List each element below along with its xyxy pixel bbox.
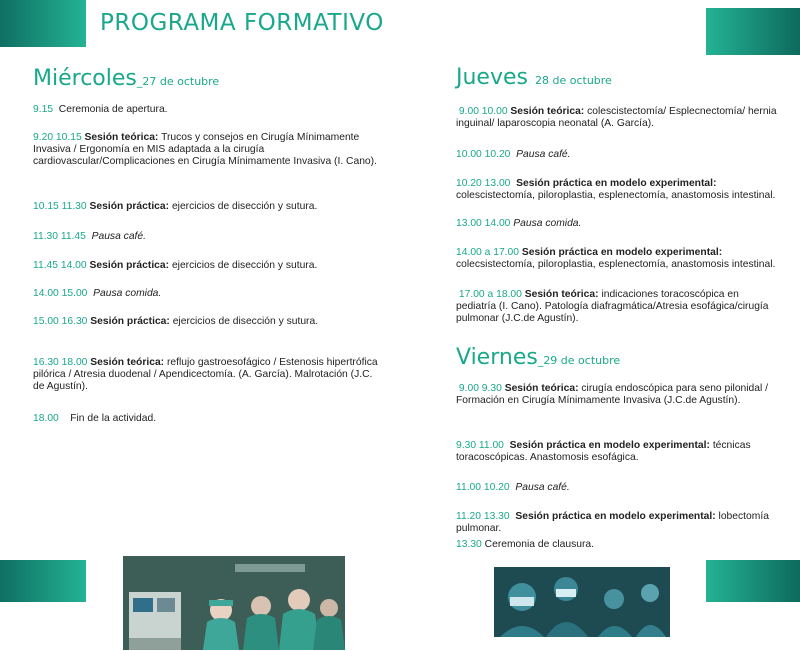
schedule-entry: 13.00 14.00 Pausa comida. [456, 218, 582, 229]
day-title-thursday [456, 65, 612, 90]
schedule-entry: 9.30 11.00 Sesión práctica en modelo experimental: técnicas toracoscópicas. Anastomosis esofágica. [456, 440, 751, 463]
schedule-entry: 9.00 9.30 Sesión teórica: cirugía endoscópica para seno pilonidal / Formación en Cirugía Mínimamente Invasiva (J.C.de Agustín). [456, 383, 769, 406]
surgeons-illustration [494, 567, 670, 637]
page-title: PROGRAMA FORMATIVO [100, 10, 384, 36]
schedule-entry: 9.20 10.15 Sesión teórica: Trucos y consejos en Cirugía Mínimamente Invasiva / Ergonomía en MIS adaptada a la cirugía cardiovascular/Complicaciones en Cirugía Mínimamente Invasiva (I. Cano). [33, 132, 377, 167]
surgery-room-illustration [123, 556, 345, 650]
footer-band-left [0, 560, 86, 602]
schedule-entry: 13.30 Ceremonia de clausura. [456, 539, 594, 550]
day-title-wednesday [33, 66, 219, 91]
day-name: Miércoles [33, 66, 137, 91]
day-date: _27 de octubre [136, 75, 220, 88]
surgery-room-photo [123, 556, 345, 650]
day-date: _29 de octubre [537, 354, 621, 367]
schedule-entry: 11.30 11.45 Pausa café. [33, 231, 146, 242]
day-date: 28 de octubre [534, 74, 612, 87]
schedule-entry: 10.20 13.00 Sesión práctica en modelo experimental: colescistectomía, piloroplastia, esplenectomía, anastomosis intestinal. [456, 178, 776, 201]
footer-band-right [706, 560, 800, 602]
schedule-entry: 10.15 11.30 Sesión práctica: ejercicios de disección y sutura. [33, 201, 318, 212]
schedule-entry: 11.20 13.30 Sesión práctica en modelo experimental: lobectomía pulmonar. [456, 511, 769, 534]
schedule-entry: 11.45 14.00 Sesión práctica: ejercicios de disección y sutura. [33, 260, 318, 271]
schedule-entry: 9.15 Ceremonia de apertura. [33, 104, 168, 115]
left-page-panel [8, 47, 394, 560]
schedule-entry: 17.00 a 18.00 Sesión teórica: indicaciones toracoscópica en pediatría (I. Cano). Patología diafragmática/Atresia esofágica/cirugía pulmonar (J.C.de Agustín). [456, 289, 769, 324]
header-band-left [0, 0, 86, 47]
schedule-entry: 15.00 16.30 Sesión práctica: ejercicios de disección y sutura. [33, 316, 319, 327]
header-band-right [706, 8, 800, 55]
schedule-entry: 16.30 18.00 Sesión teórica: reflujo gastroesofágico / Estenosis hipertrófica pilórica / Atresia duodenal / Apendicectomía. (A. García). Malrotación (J.C. de Agustín). [33, 357, 378, 392]
schedule-entry: 10.00 10.20 Pausa café. [456, 149, 571, 160]
schedule-entry: 14.00 a 17.00 Sesión práctica en modelo experimental: colecsistectomía, piloroplastia, esplenectomía, anastomosis intestinal. [456, 247, 776, 270]
schedule-entry: 14.00 15.00 Pausa comida. [33, 288, 162, 299]
schedule-entry: 9.00 10.00 Sesión teórica: colescistectomía/ Esplecnectomía/ hernia inguinal/ laparoscopia neonatal (A. García). [456, 106, 777, 129]
surgeons-photo [494, 567, 670, 637]
schedule-entry: 18.00 Fin de la actividad. [33, 413, 157, 424]
day-title-friday [456, 345, 620, 370]
day-name: Jueves [456, 65, 528, 90]
day-name: Viernes [456, 345, 538, 370]
schedule-entry: 11.00 10.20 Pausa café. [456, 482, 570, 493]
